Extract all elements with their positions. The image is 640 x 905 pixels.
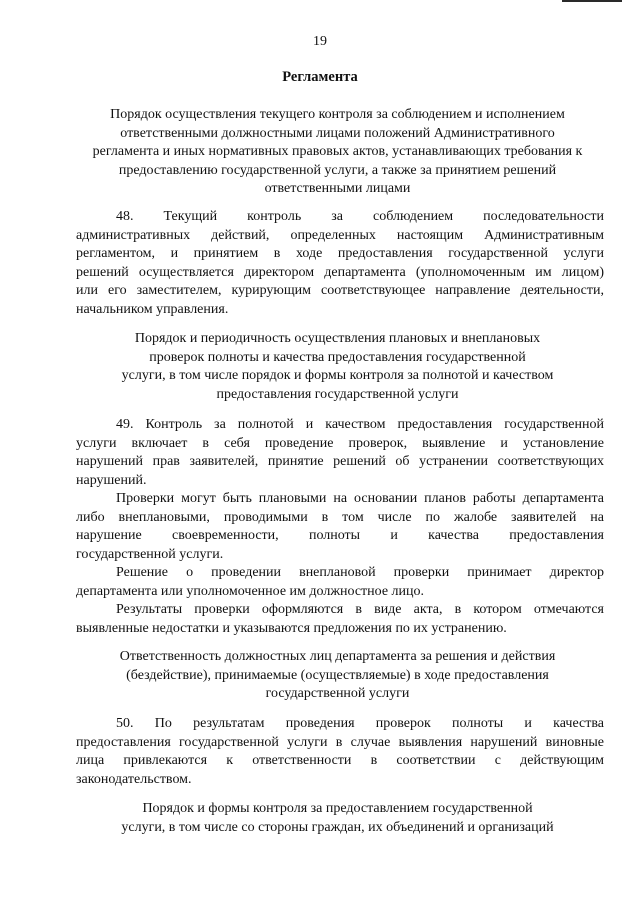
scan-corner-mark: [562, 0, 622, 2]
heading-line: ответственными должностными лицами положений Административного: [120, 125, 555, 141]
paragraph-line: нарушений.: [76, 472, 147, 488]
paragraph-inspection-types: [76, 490, 604, 564]
paragraph-inspection-results: [76, 601, 604, 638]
heading-line: ответственными лицами: [264, 181, 411, 197]
paragraph-line: Решение о проведении внеплановой проверки принимает директор: [116, 565, 604, 580]
paragraph-line: предоставления государственной услуги в случае выявления нарушений виновные: [76, 734, 604, 750]
heading-line: Ответственность должностных лиц департамента за решения и действия: [119, 649, 556, 664]
heading-line: услуги, в том числе порядок и формы контроля за полнотой и качеством: [121, 368, 554, 384]
paragraph-line: 48. Текущий контроль за соблюдением последовательности: [116, 209, 604, 224]
heading-line: Порядок осуществления текущего контроля за соблюдением и исполнением: [110, 107, 565, 122]
paragraph-line: 49. Контроль за полнотой и качеством предоставления государственной: [116, 417, 604, 432]
paragraph-line: услуги включает в себя проведение проверок, выявление и установление: [76, 435, 604, 451]
paragraph-line: 50. По результатам проведения проверок полноты и качества: [116, 716, 604, 731]
paragraph-line: законодательством.: [76, 771, 192, 787]
paragraph-line: административных действий, определенных настоящим Административным: [76, 227, 604, 243]
paragraph-49: [76, 416, 604, 490]
section-heading-citizen-control: [90, 800, 585, 837]
paragraph-line: лица привлекаются к ответственности в соответствии с действующим: [76, 753, 604, 769]
heading-line: регламента и иных нормативных правовых актов, устанавливающих требования к: [92, 144, 583, 160]
paragraph-line: или его заместителем, курирующим соответствующее направление деятельности,: [76, 283, 604, 299]
heading-line: государственной услуги: [265, 686, 410, 702]
paragraph-line: регламентом, и принятием в ходе предоставления государственной услуги: [76, 246, 604, 262]
heading-line: услуги, в том числе со стороны граждан, их объединений и организаций: [121, 819, 554, 835]
paragraph-line: государственной услуги.: [76, 546, 224, 562]
section-heading-current-control: [90, 106, 585, 199]
heading-line: Порядок и формы контроля за предоставлением государственной: [142, 801, 533, 816]
paragraph-line: начальником управления.: [76, 301, 229, 317]
paragraph-line: департамента или уполномоченное им должностное лицо.: [76, 583, 425, 599]
heading-line: предоставления государственной услуги: [216, 386, 459, 402]
section-heading-responsibility: [90, 648, 585, 704]
heading-line: проверок полноты и качества предоставления государственной: [149, 349, 526, 365]
document-title: Регламента: [282, 69, 358, 85]
paragraph-line: выявленные недостатки и указываются предложения по их устранению.: [76, 620, 507, 636]
heading-line: (бездействие), принимаемые (осуществляемые) в ходе предоставления: [126, 667, 549, 683]
paragraph-50: [76, 715, 604, 789]
paragraph-line: нарушение своевременности, полноты и качества предоставления: [76, 528, 604, 544]
paragraph-48: [76, 208, 604, 320]
paragraph-line: Результаты проверки оформляются в виде акта, в котором отмечаются: [116, 602, 604, 617]
paragraph-unscheduled-decision: [76, 564, 604, 601]
paragraph-line: Проверки могут быть плановыми на основании планов работы департамента: [116, 491, 604, 506]
heading-line: предоставлению государственной услуги, а также за принятием решений: [118, 162, 557, 178]
paragraph-line: либо внеплановыми, проводимыми в том числе по жалобе заявителей на: [76, 509, 604, 525]
page-number: 19: [313, 34, 327, 49]
paragraph-line: решений осуществляется директором департамента (уполномоченным им лицом): [76, 264, 604, 280]
paragraph-line: нарушений прав заявителей, принятие решений об устранении соответствующих: [76, 454, 604, 470]
heading-line: Порядок и периодичность осуществления плановых и внеплановых: [134, 331, 541, 346]
section-heading-inspections: [90, 330, 585, 404]
